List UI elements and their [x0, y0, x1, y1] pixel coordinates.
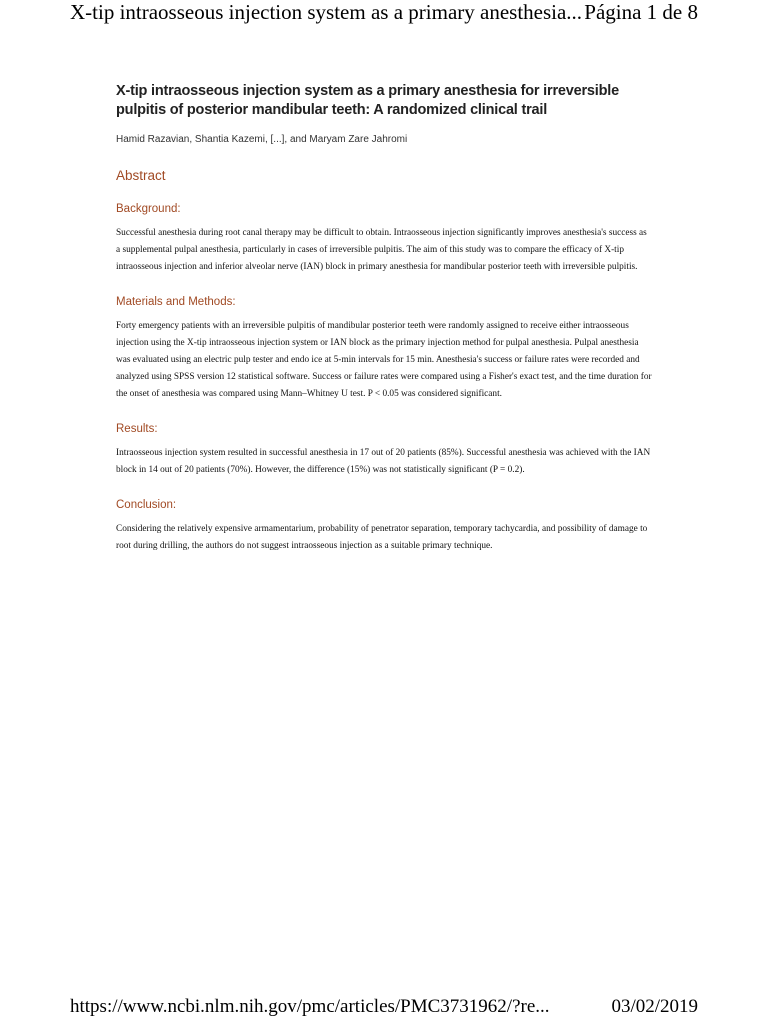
abstract-section-results: [116, 423, 652, 479]
article-title: X-tip intraosseous injection system as a primary anesthesia for irreversible pulpitis of posterior mandibular teeth: A randomized clinical trail: [116, 83, 619, 118]
article: [116, 82, 652, 555]
print-date: 03/02/2019: [611, 996, 698, 1017]
section-body: Forty emergency patients with an irreversible pulpitis of mandibular posterior teeth were randomly assigned to receive either intraosseous injection using the X-tip intraosseous injection system or IAN block as the primary injection method for pulpal anesthesia. Pulpal anesthesia was evaluated using an electric pulp tester and endo ice at 5-min intervals for 15 min. Anesthesia's success or failure rates were recorded and analyzed using SPSS version 12 statistical software. Success or failure rates were compared using a Fisher's exact test, and the time duration for the onset of anesthesia was compared using Mann–Whitney U test. P < 0.05 was considered significant.: [116, 321, 652, 399]
section-heading: Background:: [116, 203, 181, 215]
print-footer: [0, 994, 768, 1024]
section-heading: Materials and Methods:: [116, 296, 236, 308]
abstract-section-conclusion: [116, 499, 652, 555]
section-body: Considering the relatively expensive armamentarium, probability of penetrator separation, temporary tachycardia, and possibility of damage to root during drilling, the authors do not suggest intraosseous injection as a suitable primary technique.: [116, 524, 648, 551]
print-header-page-number: Página 1 de 8: [584, 0, 698, 24]
section-body: Successful anesthesia during root canal therapy may be difficult to obtain. Intraosseous injection significantly improves anesthesia's success as a supplemental pulpal anesthesia, particularly in cases of irreversible pulpitis. The aim of this study was to compare the efficacy of X-tip intraosseous injection and inferior alveolar nerve (IAN) block in primary anesthesia for mandibular posterior teeth with irreversible pulpitis.: [116, 228, 647, 272]
print-header: [0, 0, 768, 30]
section-body: Intraosseous injection system resulted in successful anesthesia in 17 out of 20 patients (85%). Successful anesthesia was achieved with the IAN block in 14 out of 20 patients (70%). However, the difference (15%) was not statistically significant (P = 0.2).: [116, 448, 651, 475]
author-list[interactable]: Hamid Razavian, Shantia Kazemi, [...], and Maryam Zare Jahromi: [116, 134, 408, 145]
section-heading: Results:: [116, 423, 158, 435]
section-heading: Conclusion:: [116, 499, 177, 511]
abstract-heading: Abstract: [116, 168, 166, 183]
abstract-section-background: [116, 203, 652, 276]
source-url[interactable]: https://www.ncbi.nlm.nih.gov/pmc/articles/PMC3731962/?re...: [70, 996, 550, 1017]
abstract-section-methods: [116, 296, 652, 403]
print-header-title: X-tip intraosseous injection system as a primary anesthesia...: [70, 0, 583, 24]
